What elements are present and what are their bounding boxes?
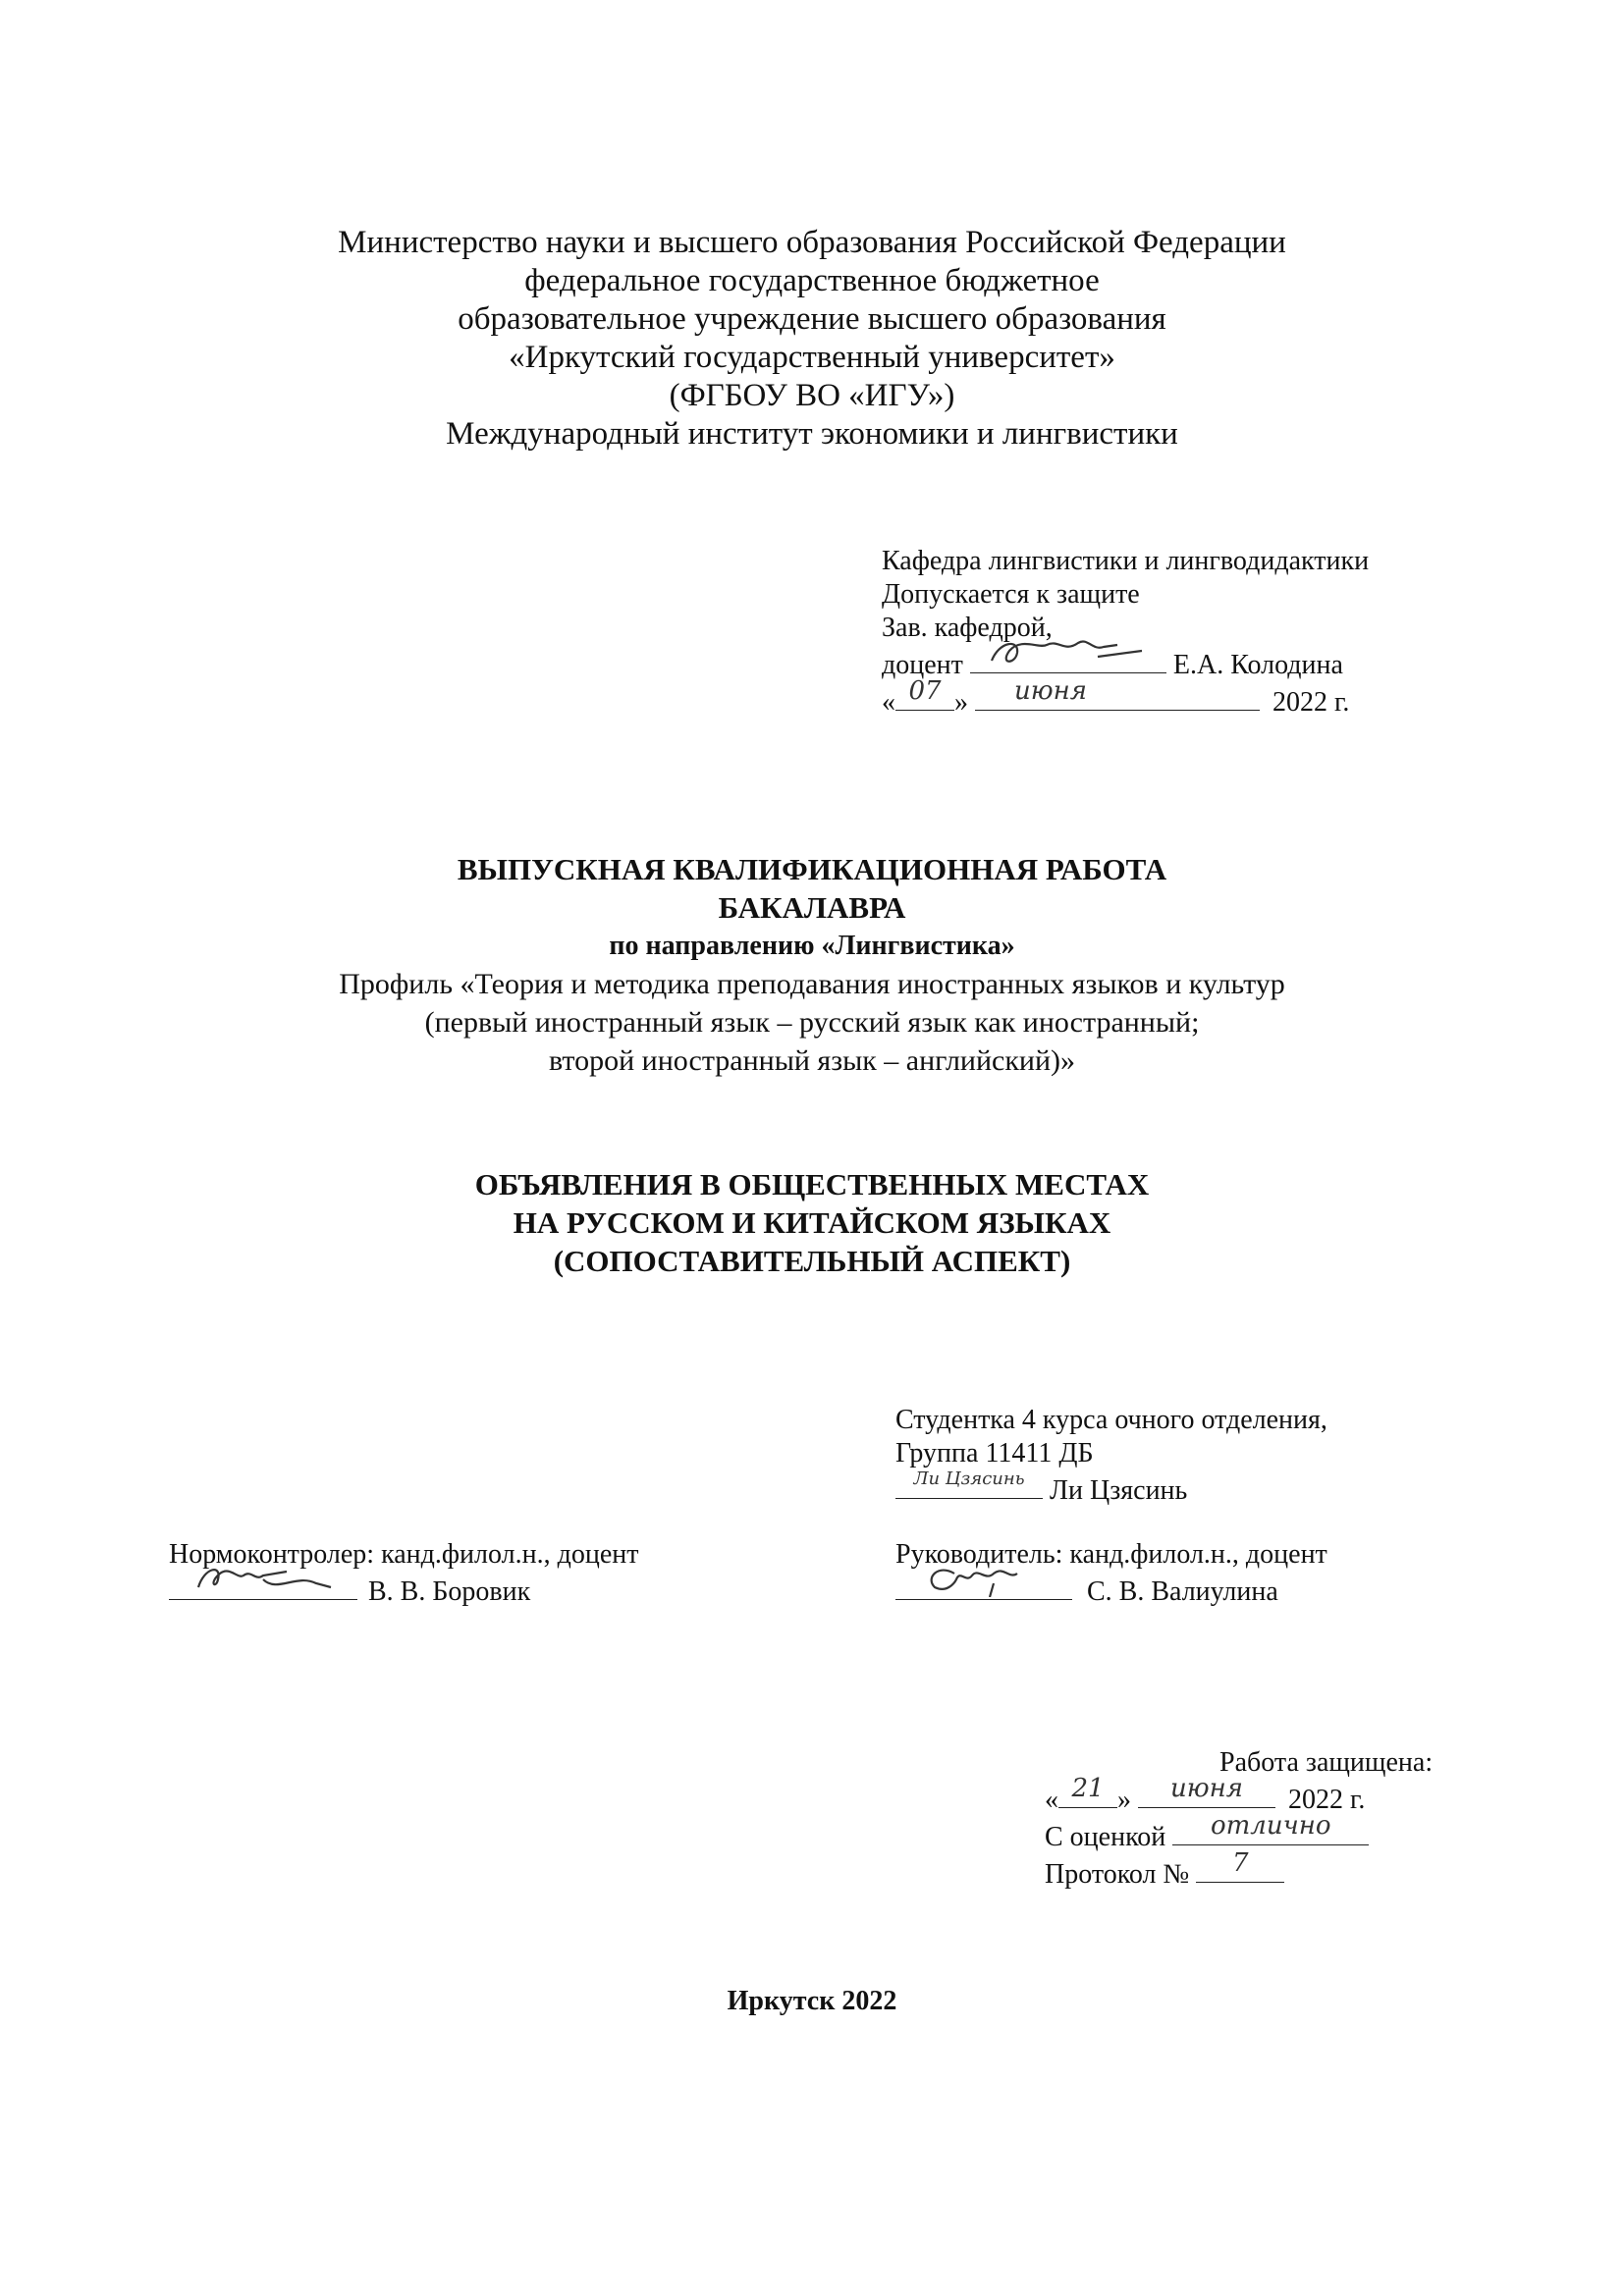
approval-day: 07 (895, 682, 954, 711)
work-type-degree: БАКАЛАВРА (718, 890, 906, 925)
header-line: «Иркутский государственный университет» (509, 340, 1115, 375)
supervisor-signature (895, 1572, 1072, 1600)
approval-month: июня (975, 682, 1260, 711)
defense-block (1045, 1774, 1369, 1892)
normcontroller-block (169, 1538, 638, 1609)
header-line: федеральное государственное бюджетное (524, 263, 1100, 298)
supervisor-label: Руководитель: канд.филол.н., доцент (895, 1539, 1327, 1570)
ministry-header (0, 224, 1624, 454)
thesis-title-line: (СОПОСТАВИТЕЛЬНЫЙ АСПЕКТ) (553, 1244, 1071, 1278)
profile-line: второй иностранный язык – английский)» (548, 1044, 1076, 1077)
normcontroller-signature (169, 1572, 357, 1600)
grade-value: отлично (1172, 1817, 1369, 1845)
normcontroller-label: Нормоконтролер: канд.филол.н., доцент (169, 1539, 639, 1570)
signature-icon (169, 1554, 357, 1597)
head-label: Зав. кафедрой, (882, 613, 1053, 643)
signature-icon (895, 1554, 1072, 1597)
student-name: Ли Цзясинь (1050, 1475, 1188, 1506)
supervisor-signature-line (895, 1572, 1327, 1609)
protocol-label: Протокол № (1045, 1859, 1190, 1890)
work-type-block (0, 850, 1624, 1080)
supervisor-name: С. В. Валиулина (1087, 1576, 1278, 1607)
defense-label: Работа защищена: (1219, 1747, 1434, 1778)
student-block (895, 1404, 1327, 1508)
defense-date-line: « 21 » июня 2022 г. (1045, 1774, 1366, 1815)
header-line: Международный институт экономики и лингвистики (446, 416, 1178, 452)
admission-text: Допускается к защите (882, 579, 1140, 610)
approval-date-line: « 07 » июня 2022 г. (882, 676, 1350, 718)
student-signature-line (895, 1470, 1327, 1508)
defense-day: 21 (1058, 1780, 1117, 1808)
normcontroller-name: В. В. Боровик (368, 1576, 531, 1607)
thesis-title-line: ОБЪЯВЛЕНИЯ В ОБЩЕСТВЕННЫХ МЕСТАХ (474, 1167, 1150, 1201)
normcontroller-signature-line (169, 1572, 638, 1609)
defense-month: июня (1138, 1780, 1275, 1808)
head-name: Е.А. Колодина (1172, 650, 1343, 680)
work-type-title: ВЫПУСКНАЯ КВАЛИФИКАЦИОННАЯ РАБОТА (457, 852, 1167, 886)
header-line: (ФГБОУ ВО «ИГУ») (669, 378, 955, 413)
grade-label: С оценкой (1045, 1822, 1166, 1852)
student-group: Группа 11411 ДБ (895, 1438, 1094, 1468)
city-year: Иркутск 2022 (727, 1986, 897, 2016)
thesis-title-line: НА РУССКОМ И КИТАЙСКОМ ЯЗЫКАХ (513, 1205, 1111, 1240)
signature-icon (970, 631, 1166, 670)
protocol-number: 7 (1196, 1854, 1284, 1883)
header-line: образовательное учреждение высшего образования (458, 301, 1166, 337)
supervisor-block (895, 1538, 1327, 1609)
defense-year: 2022 г. (1288, 1785, 1366, 1815)
direction: по направлению «Лингвистика» (609, 931, 1015, 961)
header-line: Министерство науки и высшего образования Российской Федерации (338, 225, 1286, 260)
approval-year: 2022 г. (1272, 687, 1350, 718)
student-course: Студентка 4 курса очного отделения, (895, 1405, 1327, 1435)
approval-block (882, 545, 1369, 720)
student-signature: Ли Цзясинь (895, 1470, 1043, 1499)
head-position: доцент (882, 650, 963, 680)
head-signature (970, 645, 1166, 673)
thesis-title (0, 1165, 1624, 1280)
profile-line: (первый иностранный язык – русский язык как иностранный; (424, 1006, 1200, 1039)
department-name: Кафедра лингвистики и лингводидактики (882, 546, 1370, 576)
profile-line: Профиль «Теория и методика преподавания иностранных языков и культур (339, 968, 1285, 1000)
protocol-line (1045, 1848, 1369, 1892)
